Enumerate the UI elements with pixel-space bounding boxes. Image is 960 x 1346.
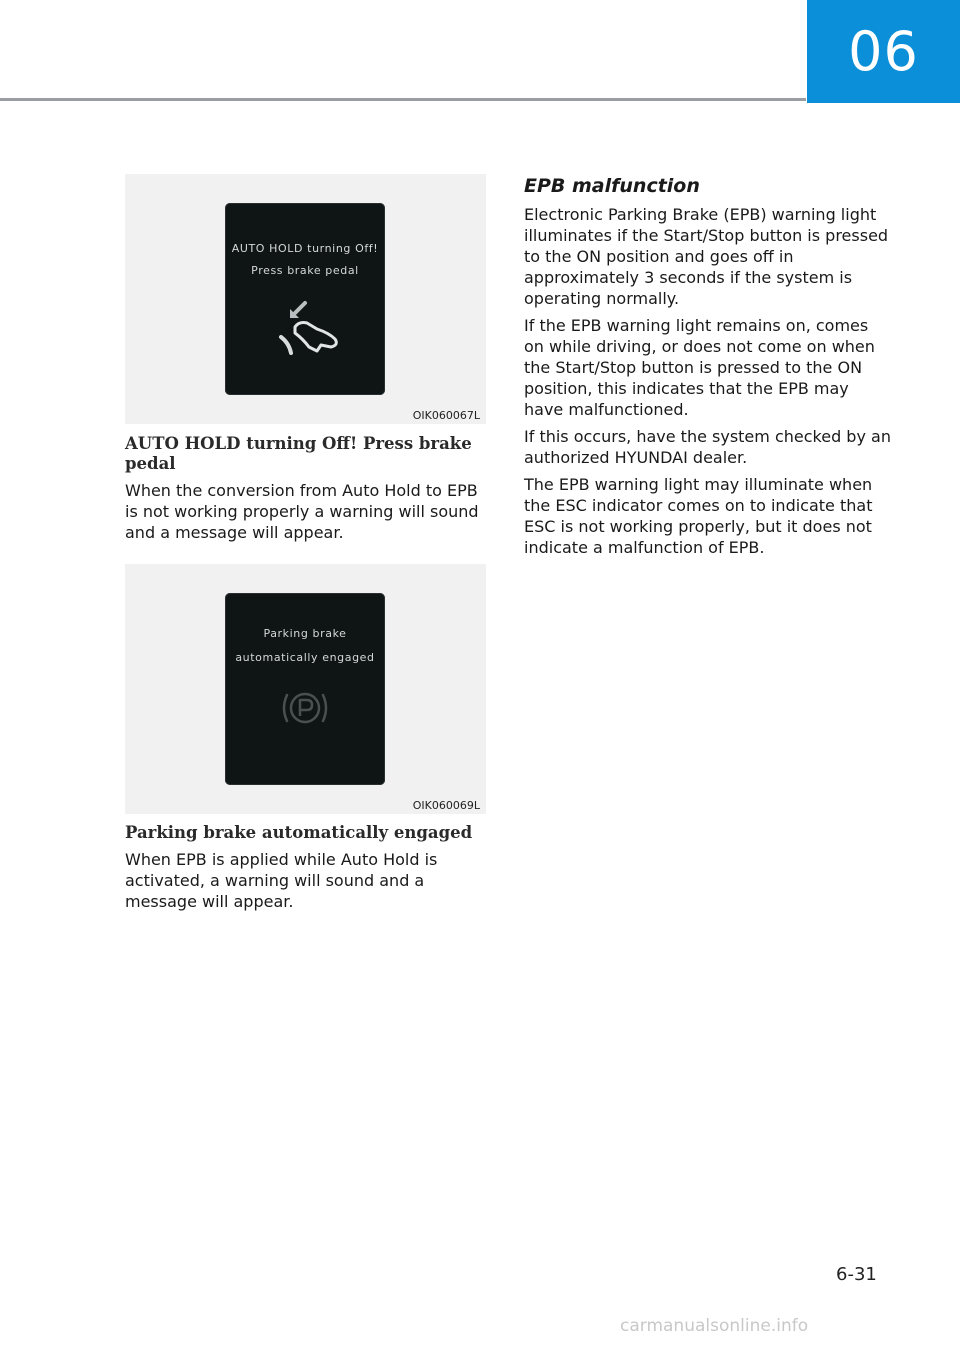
display-message-line: Press brake pedal	[251, 264, 359, 277]
paragraph: The EPB warning light may illuminate when the ESC indicator comes on to indicate that ESC is not working properly, but it does not indicate a malfunction of EPB.	[524, 475, 873, 557]
section-body: When the conversion from Auto Hold to EPB is not working properly a warning will sound and a message will appear.	[125, 481, 479, 542]
section-heading: AUTO HOLD turning Off! Press brake pedal	[125, 434, 472, 473]
paragraph: Electronic Parking Brake (EPB) warning light illuminates if the Start/Stop button is pressed to the ON position and goes off in approximately 3 seconds if the system is operating normally.	[524, 205, 889, 308]
display-message-line: Parking brake	[263, 627, 347, 640]
section-heading: Parking brake automatically engaged	[125, 823, 473, 842]
figure-parking-brake-engaged	[125, 564, 486, 814]
figure-code: OIK060067L	[412, 409, 480, 422]
section-parking-brake-engaged	[125, 823, 486, 912]
cluster-display	[225, 203, 385, 395]
section-auto-hold-off	[125, 434, 486, 543]
chapter-number: 06	[848, 20, 919, 83]
display-message-line: automatically engaged	[235, 651, 375, 664]
section-title: EPB malfunction	[524, 175, 700, 197]
section-epb-malfunction	[524, 174, 892, 564]
figure-code: OIK060069L	[412, 799, 480, 812]
parking-brake-p-icon	[278, 685, 332, 731]
foot-on-brake-pedal-icon	[273, 299, 343, 355]
paragraph: If this occurs, have the system checked by an authorized HYUNDAI dealer.	[524, 427, 891, 467]
cluster-display	[225, 593, 385, 785]
display-message-line: AUTO HOLD turning Off!	[231, 242, 379, 255]
chapter-tab	[807, 0, 960, 103]
section-body: When EPB is applied while Auto Hold is activated, a warning will sound and a message will appear.	[125, 850, 438, 911]
paragraph: If the EPB warning light remains on, comes on while driving, or does not come on when the Start/Stop button is pressed to the ON position, this indicates that the EPB may have malfunctioned.	[524, 316, 875, 419]
header-rule	[0, 98, 806, 101]
page-number: 6-31	[836, 1264, 877, 1285]
figure-auto-hold-off	[125, 174, 486, 424]
watermark: carmanualsonline.info	[620, 1316, 809, 1336]
